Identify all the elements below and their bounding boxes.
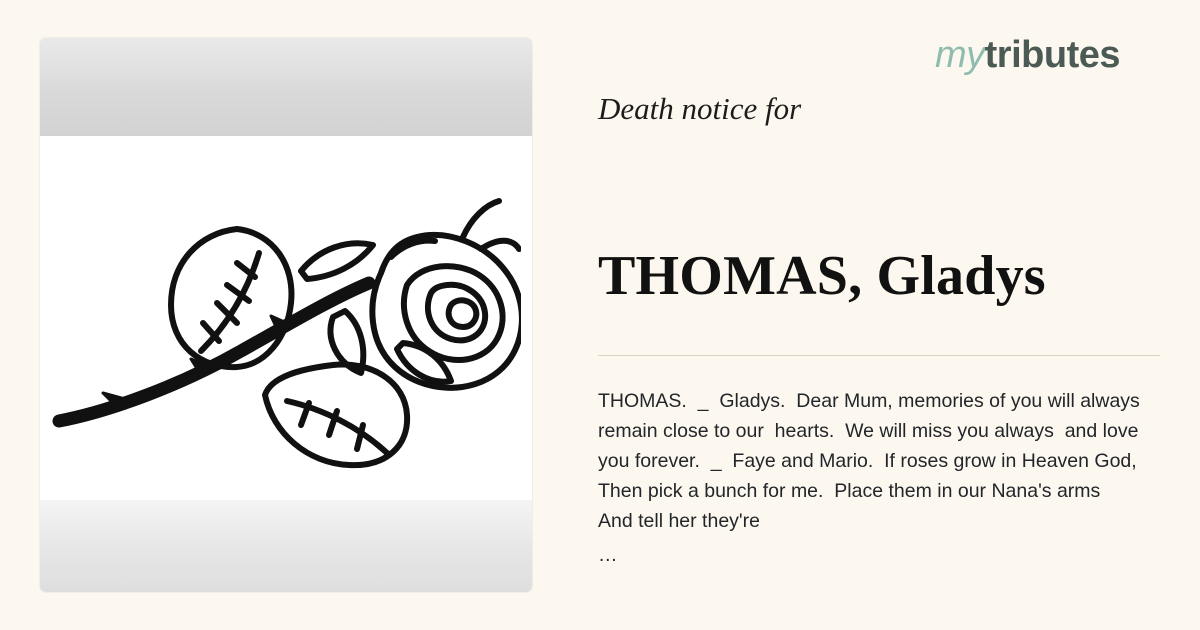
- notice-eyebrow: Death notice for: [598, 91, 802, 126]
- divider: [598, 355, 1160, 356]
- logo-tributes-text: tributes: [984, 34, 1120, 76]
- mytributes-logo[interactable]: [935, 36, 1120, 74]
- image-top-band: [40, 38, 532, 136]
- notice-image-card[interactable]: [40, 38, 532, 592]
- page-title: THOMAS, Gladys: [598, 244, 1046, 307]
- notice-body-text: THOMAS. _ Gladys. Dear Mum, memories of you will always remain close to our hearts. We will miss you always and love you forever. _ Faye and Mario. If roses grow in Heaven God, Then pick a bunch for me. Place them in our Nana's arms And tell her they're: [598, 390, 1148, 532]
- image-bottom-band: [40, 500, 532, 592]
- notice-content: [598, 0, 1160, 630]
- logo-my-text: my: [934, 34, 985, 76]
- rose-illustration: [40, 136, 532, 500]
- notice-truncation-indicator: …: [598, 544, 618, 566]
